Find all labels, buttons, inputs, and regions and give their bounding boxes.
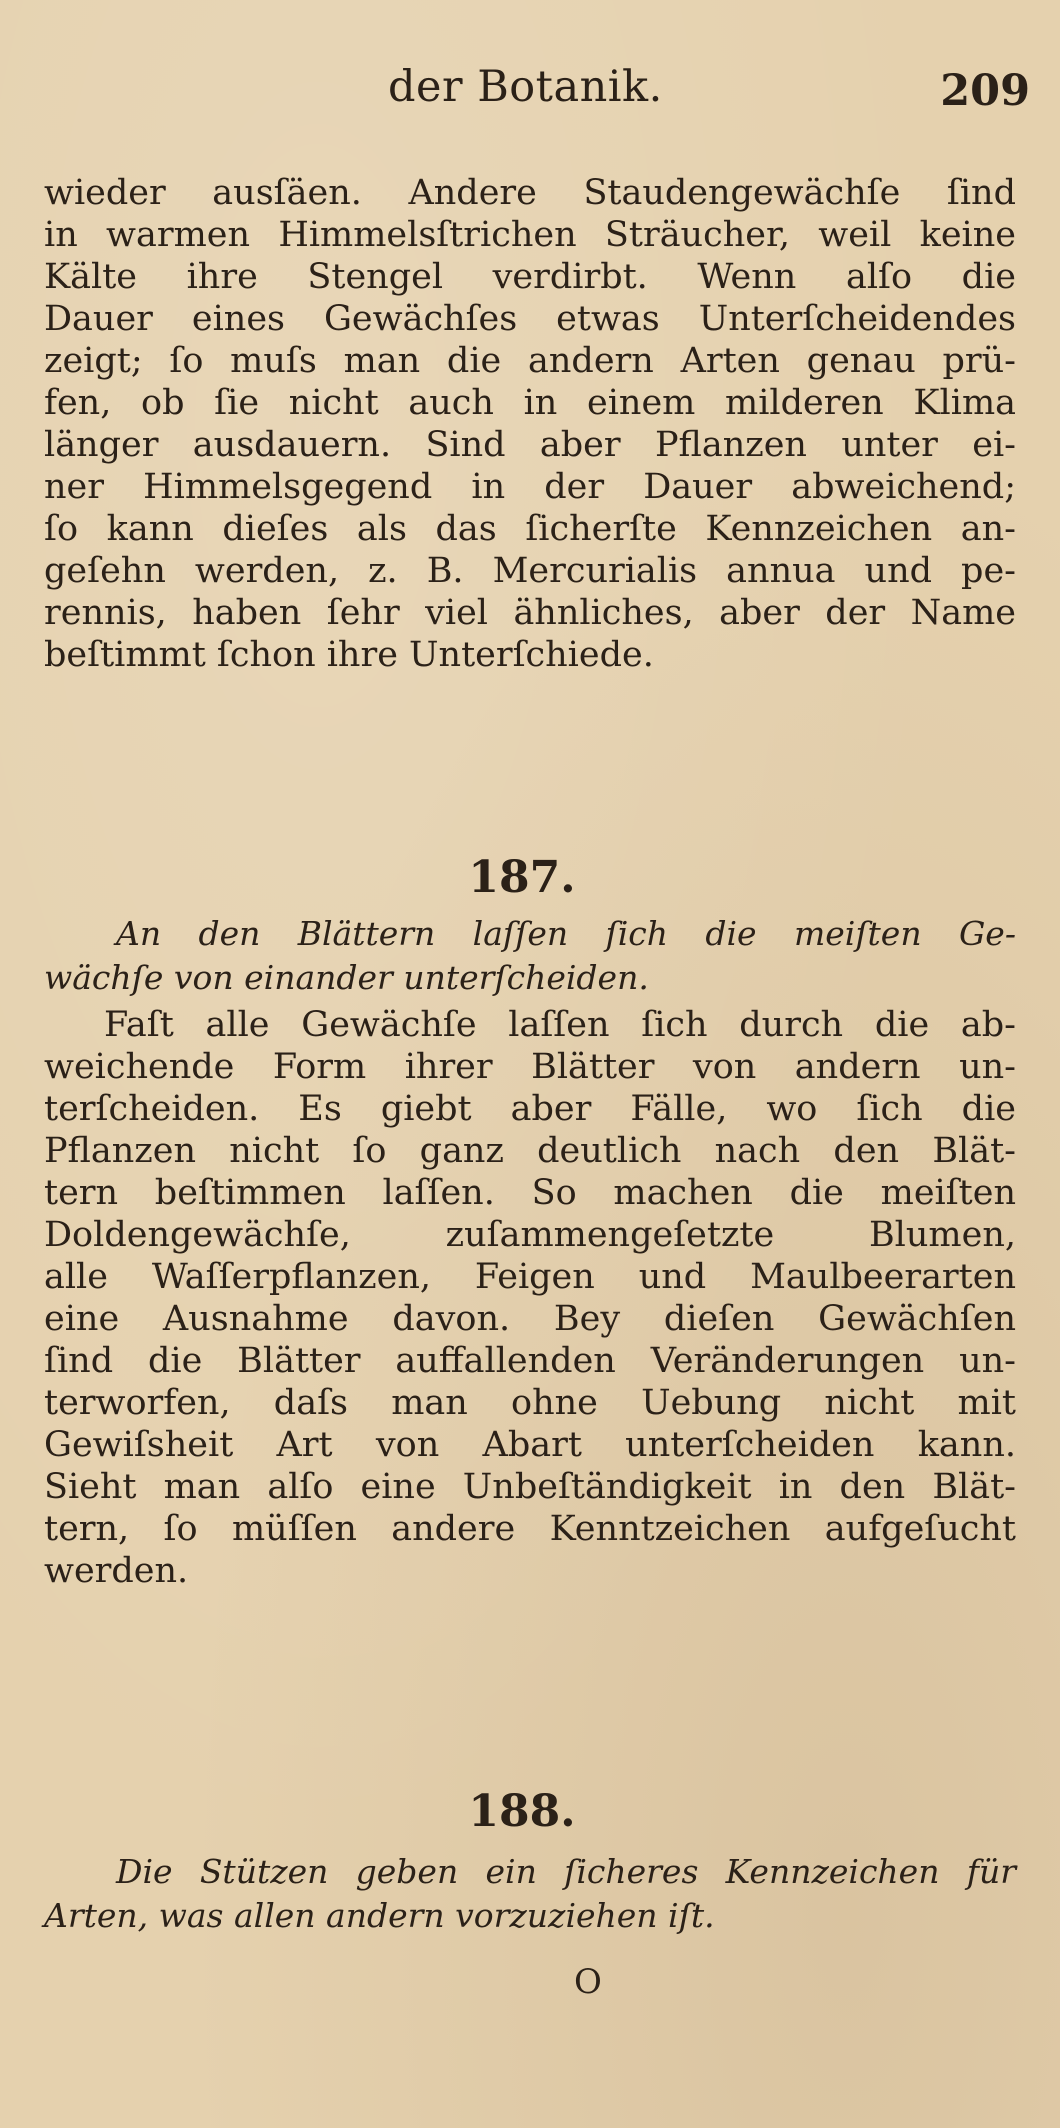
paragraph-continued: [44, 172, 1016, 676]
text-line: Gewiſsheit Art von Abart unterſcheiden kann.: [44, 1425, 1016, 1465]
text-line: beſtimmt ſchon ihre Unterſchiede.: [44, 635, 654, 675]
page-header: [0, 62, 1060, 122]
heading-line: An den Blättern laſſen ſich die meiſten Ge-: [116, 914, 1016, 953]
section-body-187: [44, 1004, 1016, 1592]
text-line: wieder ausſäen. Andere Staudengewächſe ſind: [44, 173, 1016, 213]
text-line: tern beſtimmen laſſen. So machen die meiſten: [44, 1173, 1016, 1213]
text-line: terworfen, daſs man ohne Uebung nicht mit: [44, 1383, 1016, 1423]
text-line: fen, ob ſie nicht auch in einem milderen Klima: [44, 383, 1016, 423]
catchword: O: [574, 1962, 602, 2002]
page-number: 209: [940, 66, 1030, 116]
text-line: Doldengewächſe, zuſammengeſetzte Blumen,: [44, 1215, 1016, 1255]
text-line: weichende Form ihrer Blätter von andern un-: [44, 1047, 1016, 1087]
text-line: ner Himmelsgegend in der Dauer abweichend;: [44, 467, 1016, 507]
text-line: Pflanzen nicht ſo ganz deutlich nach den Blät-: [44, 1131, 1016, 1171]
running-title: der Botanik.: [388, 62, 663, 112]
text-line: werden.: [44, 1551, 189, 1591]
text-line: länger ausdauern. Sind aber Pflanzen unter ei-: [44, 425, 1016, 465]
text-line: rennis, haben ſehr viel ähnliches, aber der Name: [44, 593, 1016, 633]
text-line: alle Waſſerpflanzen, Feigen und Maulbeerarten: [44, 1257, 1016, 1297]
text-line: geſehn werden, z. B. Mercurialis annua und pe-: [44, 551, 1016, 591]
heading-line: Arten, was allen andern vorzuziehen iſt.: [44, 1896, 715, 1935]
section-heading-188: [44, 1850, 1016, 1938]
section-number-187: 187.: [468, 852, 576, 903]
section-heading-187: [44, 912, 1016, 1000]
text-line: ſind die Blätter auffallenden Veränderungen un-: [44, 1341, 1016, 1381]
text-line: ſo kann dieſes als das ſicherſte Kennzeichen an-: [44, 509, 1016, 549]
text-line: zeigt; ſo muſs man die andern Arten genau prü-: [44, 341, 1016, 381]
heading-line: Die Stützen geben ein ſicheres Kennzeichen für: [116, 1852, 1016, 1891]
section-number-188: 188.: [468, 1786, 576, 1837]
text-line: in warmen Himmelsſtrichen Sträucher, weil keine: [44, 215, 1016, 255]
text-line: Faſt alle Gewächſe laſſen ſich durch die ab-: [104, 1005, 1016, 1045]
text-line: tern, ſo müſſen andere Kenntzeichen aufgeſucht: [44, 1509, 1016, 1549]
heading-line: wächſe von einander unterſcheiden.: [44, 958, 649, 997]
text-line: terſcheiden. Es giebt aber Fälle, wo ſich die: [44, 1089, 1016, 1129]
text-line: Dauer eines Gewächſes etwas Unterſcheidendes: [44, 299, 1016, 339]
text-line: Sieht man alſo eine Unbeſtändigkeit in den Blät-: [44, 1467, 1016, 1507]
text-line: eine Ausnahme davon. Bey dieſen Gewächſen: [44, 1299, 1016, 1339]
text-line: Kälte ihre Stengel verdirbt. Wenn alſo die: [44, 257, 1016, 297]
